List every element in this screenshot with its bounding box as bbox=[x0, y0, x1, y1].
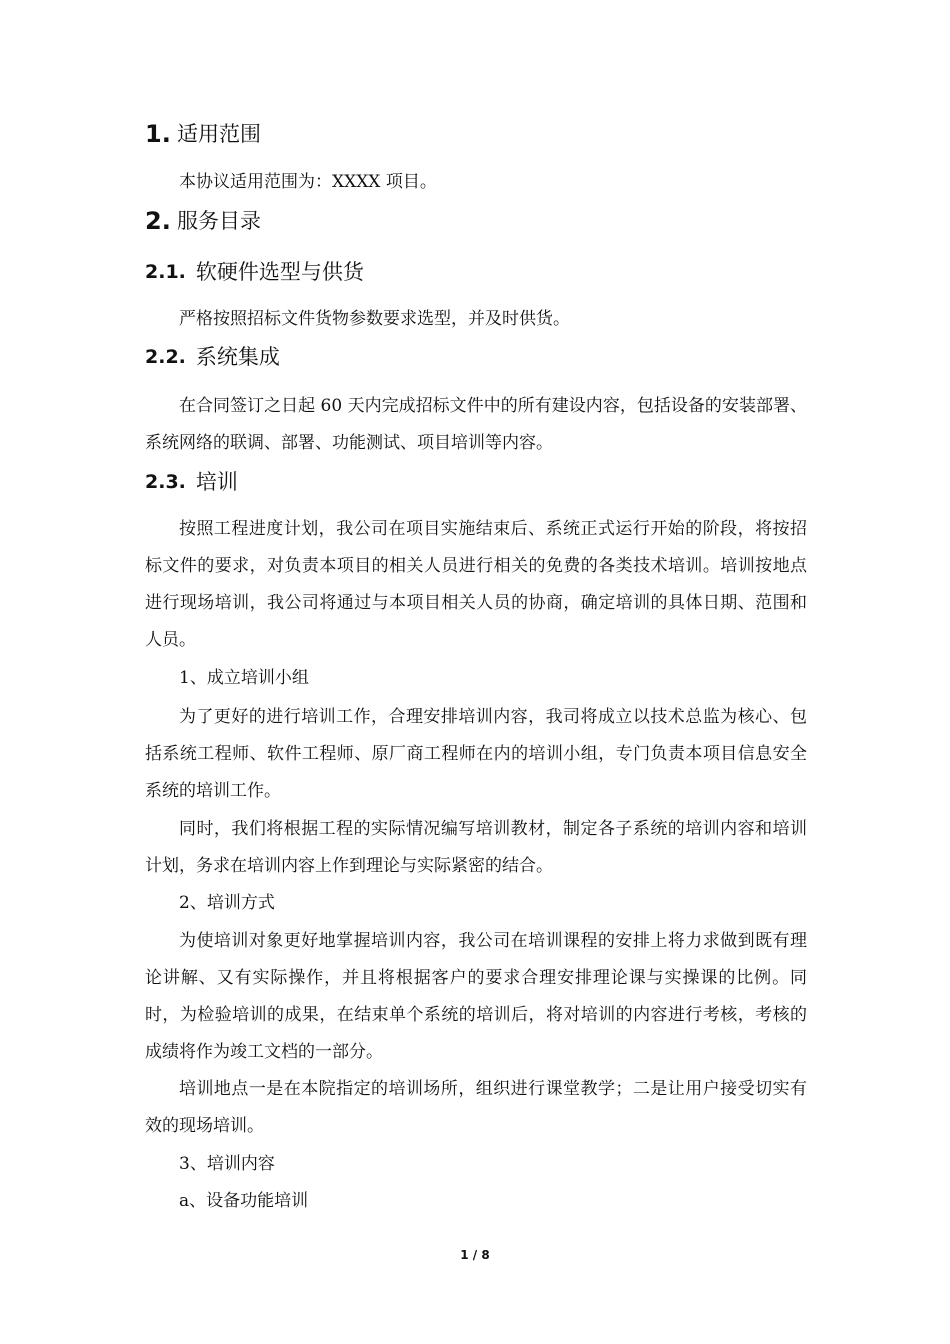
paragraph-2-3: 按照工程进度计划，我公司在项目实施结束后、系统正式运行开始的阶段，将按招标文件的要求，对负责本项目的相关人员进行相关的免费的各类技术培训。培训按地点进行现场培训，我公司将通过与本项目相关人员的协商，确定培训的具体日期、范围和人员。 bbox=[145, 519, 807, 650]
subsection-title: 软硬件选型与供货 bbox=[195, 260, 364, 284]
paragraph-2-2: 在合同签订之日起 60 天内完成招标文件中的所有建设内容，包括设备的安装部署、系统网络的联调、部署、功能测试、项目培训等内容。 bbox=[145, 396, 807, 453]
subsection-number: 2.3. bbox=[145, 471, 186, 493]
list-item-2-label: 2、培训方式 bbox=[179, 893, 275, 913]
paragraph-item-2-a: 为使培训对象更好地掌握培训内容，我公司在培训课程的安排上将力求做到既有理论讲解、又有实际操作，并且将根据客户的要求合理安排理论课与实操课的比例。同时，为检验培训的成果，在结束单个系统的培训后，将对培训的内容进行考核，考核的成绩将作为竣工文档的一部分。 bbox=[145, 931, 807, 1062]
section-number: 1. bbox=[145, 120, 171, 148]
subsection-number: 2.2. bbox=[145, 346, 186, 368]
page-number: 1 / 8 bbox=[460, 1248, 490, 1262]
scope-paragraph: 本协议适用范围为：XXXX 项目。 bbox=[179, 172, 437, 192]
paragraph-item-2-b: 培训地点一是在本院指定的培训场所，组织进行课堂教学；二是让用户接受切实有效的现场培训。 bbox=[145, 1079, 807, 1136]
section-number: 2. bbox=[145, 207, 171, 235]
paragraph-item-1-a: 为了更好的进行培训工作，合理安排培训内容，我司将成立以技术总监为核心、包括系统工程师、软件工程师、原厂商工程师在内的培训小组，专门负责本项目信息安全系统的培训工作。 bbox=[145, 707, 807, 801]
section-title: 适用范围 bbox=[177, 122, 261, 146]
section-heading-2 bbox=[145, 201, 261, 235]
subsection-title: 培训 bbox=[195, 470, 238, 494]
list-item-1-label: 1、成立培训小组 bbox=[179, 668, 309, 688]
paragraph-2-1: 严格按照招标文件货物参数要求选型，并及时供货。 bbox=[179, 309, 570, 329]
subsection-heading-2-1 bbox=[145, 255, 364, 285]
list-item-a-label: a、设备功能培训 bbox=[179, 1191, 309, 1211]
subsection-heading-2-3 bbox=[145, 465, 238, 495]
paragraph-item-1-b: 同时，我们将根据工程的实际情况编写培训教材，制定各子系统的培训内容和培训计划，务求在培训内容上作到理论与实际紧密的结合。 bbox=[145, 819, 807, 876]
section-title: 服务目录 bbox=[177, 209, 261, 233]
list-item-3-label: 3、培训内容 bbox=[179, 1154, 275, 1174]
subsection-number: 2.1. bbox=[145, 261, 186, 283]
subsection-heading-2-2 bbox=[145, 340, 280, 370]
section-heading-1 bbox=[145, 114, 261, 148]
subsection-title: 系统集成 bbox=[195, 345, 280, 369]
